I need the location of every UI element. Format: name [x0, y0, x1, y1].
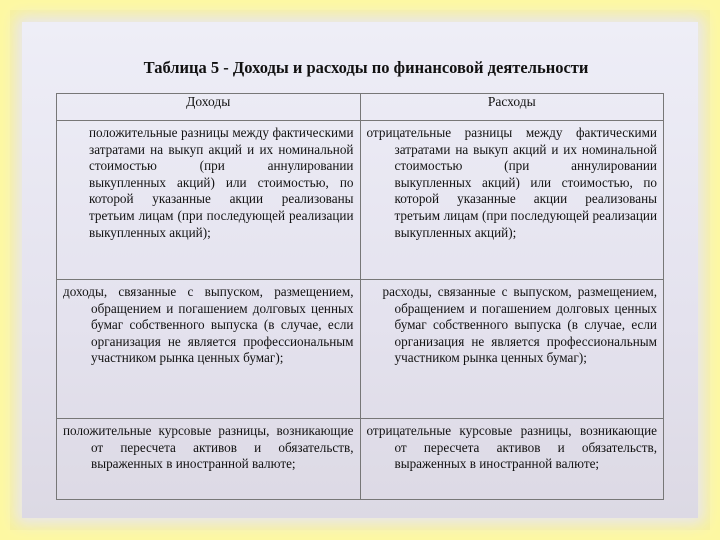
income-cell	[57, 121, 361, 280]
expense-text: отрицательные курсовые разницы, возникающие от пересчета активов и обязательств, выраженных в иностранной валюте;	[366, 423, 657, 472]
header-expense: Расходы	[360, 94, 664, 121]
expense-text: отрицательные разницы между фактическими затратами на выкуп акций и их номинальной стоимостью (при аннулировании выкупленных акций) или стоимостью, по которой указанные акции реализованы третьим лицам (при последующей реализации выкупленных акций);	[366, 125, 657, 240]
table-header-row	[57, 94, 664, 121]
expense-cell	[360, 121, 664, 280]
income-text: положительные курсовые разницы, возникающие от пересчета активов и обязательств, выраженных в иностранной валюте;	[63, 423, 354, 472]
expense-text: расходы, связанные с выпуском, размещением, обращением и погашением долговых ценных бумаг собственного выпуска (в случае, если организация не является профессиональным участником рынка ценных бумаг);	[382, 284, 657, 366]
table-row	[57, 419, 664, 500]
income-text: положительные разницы между фактическими затратами на выкуп акций и их номинальной стоимостью (при аннулировании выкупленных акций) или стоимостью, по которой указанные акции реализованы третьим лицам (при последующей реализации выкупленных акций);	[89, 125, 354, 240]
expense-cell	[360, 419, 664, 500]
table-title: Таблица 5 - Доходы и расходы по финансовой деятельности	[143, 58, 589, 77]
finance-table	[56, 93, 664, 500]
income-text: доходы, связанные с выпуском, размещением, обращением и погашением долговых ценных бумаг собственного выпуска (в случае, если организация не является профессиональным участником рынка ценных бумаг);	[63, 284, 354, 366]
income-cell	[57, 419, 361, 500]
expense-cell	[360, 280, 664, 419]
income-cell	[57, 280, 361, 419]
header-income: Доходы	[57, 94, 361, 121]
table-row	[57, 121, 664, 280]
table-row	[57, 280, 664, 419]
